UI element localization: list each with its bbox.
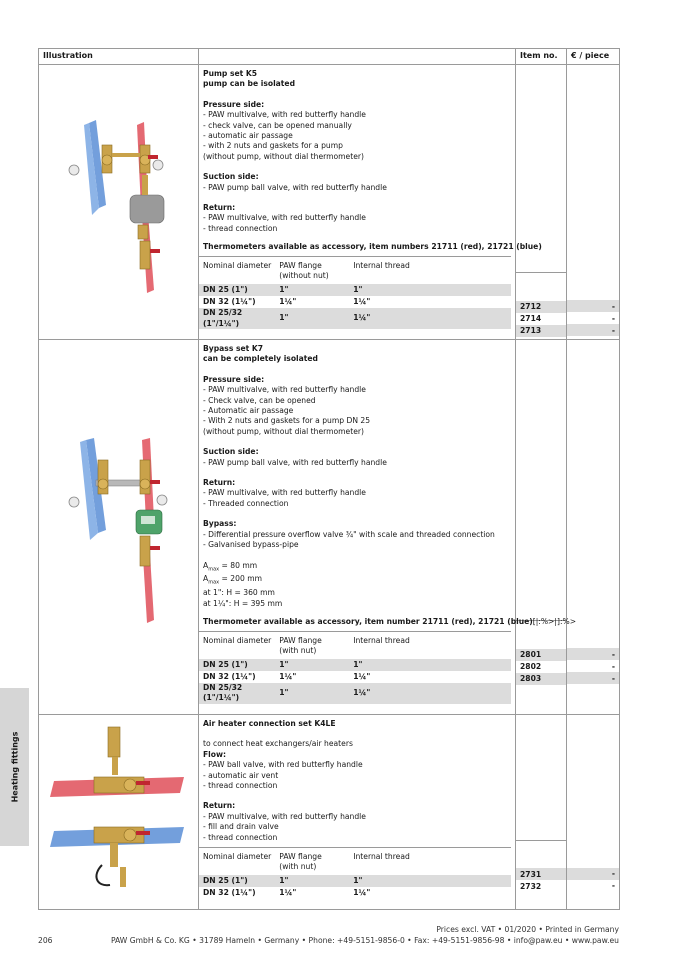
spec-line: - PAW multivalve, with red butterfly handle (203, 811, 366, 821)
col-internal-thread: Internal thread (349, 631, 511, 659)
item-number: 2714 (520, 314, 542, 323)
page-number: 206 (38, 936, 53, 945)
spec-line: - automatic air passage (203, 131, 293, 141)
spec-line: - PAW multivalve, with red butterfly handle (203, 385, 366, 395)
product-row-k7 (39, 340, 620, 715)
spec-line: - Galvanised bypass-pipe (203, 540, 299, 550)
section-heading: Return: (203, 478, 236, 488)
spec-line: - PAW multivalve, with red butterfly handle (203, 110, 366, 120)
col-flange-note: (with nut) (279, 862, 317, 872)
cell-dn: DN 25 (1") (199, 284, 275, 296)
item-numbers (516, 840, 566, 893)
section-heading: Bypass: (203, 519, 237, 529)
product-description-k4le (199, 714, 516, 909)
price-list-table (38, 48, 620, 910)
dimension-line: $A_{max} = 80$ mm (203, 560, 258, 573)
accessory-text: Thermometer available as accessory, item number 21711 (red), 21721 (blue) (203, 617, 533, 627)
product-illustration-k4le (39, 714, 199, 909)
col-flange-label: PAW flange (279, 851, 322, 861)
cell-flange: 1¼" (279, 671, 297, 681)
item-number: 2731 (520, 869, 542, 879)
spec-line: - thread connection (203, 832, 278, 842)
cell-thread: 1¼" (353, 888, 371, 898)
cell-dn: DN 25/32 (1"/1¼") (199, 308, 275, 329)
col-flange-note: (without nut) (279, 271, 329, 281)
accessory-tail: [|:%>|]:%> (532, 617, 577, 627)
product-intro: to connect heat exchangers/air heaters (203, 739, 353, 749)
variant-table (199, 631, 511, 714)
section-heading: Suction side: (203, 172, 259, 182)
spec-line: - thread connection (203, 780, 278, 790)
cell-thread: 1" (349, 659, 511, 671)
spec-line: (without pump, without dial thermometer) (203, 151, 364, 161)
footer-company-contact: PAW GmbH & Co. KG • 31789 Hameln • Germany • Phone: +49-5151-9856-0 • Fax: +49-5151-9856-98 • info@paw.eu • www.paw.eu (110, 936, 619, 945)
col-nominal-diameter: Nominal diameter (199, 631, 275, 659)
variant-table (199, 847, 511, 908)
item-number: 2802 (520, 662, 542, 671)
col-flange-label: PAW flange (279, 635, 322, 645)
dimension-line: at 1": H = 360 mm (203, 588, 275, 598)
cell-flange: 1" (275, 284, 349, 296)
cell-dn: DN 32 (1¼") (203, 296, 256, 306)
accessory-note (203, 617, 577, 627)
price-value: - (611, 313, 615, 323)
price-value: - (611, 881, 615, 891)
product-row-k4le (39, 714, 620, 909)
header-item-no: Item no. (516, 49, 567, 65)
product-title: Air heater connection set K4LE (203, 718, 336, 728)
item-numbers (516, 272, 566, 337)
spec-line: - PAW pump ball valve, with red butterfly handle (203, 182, 387, 192)
product-title: Pump set K5 (203, 69, 258, 78)
spec-line: - PAW multivalve, with red butterfly handle (203, 488, 366, 498)
price-value: - (611, 673, 615, 683)
price-cell-k4le (567, 714, 620, 909)
spec-line: - Threaded connection (203, 498, 289, 508)
col-internal-thread: Internal thread (349, 256, 511, 284)
spec-line: - PAW ball valve, with red butterfly handle (203, 760, 363, 770)
prices (567, 868, 619, 892)
product-subtitle: pump can be isolated (203, 79, 296, 89)
table-row (199, 284, 511, 296)
item-no-cell-k5 (516, 65, 567, 340)
item-number: 2713 (520, 326, 542, 335)
product-subtitle: can be completely isolated (203, 354, 318, 364)
section-heading: Pressure side: (203, 99, 265, 109)
footer-vat-note: Prices excl. VAT • 01/2020 • Printed in Germany (436, 925, 619, 934)
spec-line: - With 2 nuts and gaskets for a pump DN 25 (203, 416, 371, 426)
cell-flange: 1" (275, 659, 349, 671)
cell-dn: DN 32 (1¼") (203, 671, 256, 681)
prices (567, 300, 619, 336)
cell-dn: DN 25 (1") (199, 659, 275, 671)
item-number: 2801 (520, 650, 542, 659)
section-heading: Return: (203, 801, 236, 811)
prices (567, 648, 619, 684)
col-flange-label: PAW flange (279, 260, 322, 270)
item-number: 2712 (520, 302, 542, 311)
spec-line: - with 2 nuts and gaskets for a pump (203, 141, 343, 151)
price-cell-k7 (567, 340, 620, 715)
spec-line: - PAW multivalve, with red butterfly handle (203, 213, 366, 223)
price-value: - (611, 661, 615, 671)
cell-thread: 1¼" (353, 296, 371, 306)
cell-thread: 1¼" (349, 308, 511, 329)
pump-set-k5-illustration (44, 65, 194, 335)
item-no-cell-k4le (516, 714, 567, 909)
col-flange (275, 256, 349, 284)
section-heading: Suction side: (203, 447, 259, 457)
cell-thread: 1" (349, 875, 511, 887)
section-side-tab[interactable] (0, 688, 29, 846)
col-nominal-diameter: Nominal diameter (199, 256, 275, 284)
item-numbers (516, 620, 566, 685)
header-description (199, 49, 516, 65)
cell-dn: DN 25/32 (1"/1¼") (199, 683, 275, 704)
header-illustration: Illustration (39, 49, 199, 65)
table-row (199, 308, 511, 329)
table-row (199, 296, 511, 308)
table-row (199, 683, 511, 704)
spec-line: - fill and drain valve (203, 822, 279, 832)
spec-line: - Check valve, can be opened (203, 395, 316, 405)
item-no-cell-k7 (516, 340, 567, 715)
section-heading: Pressure side: (203, 374, 265, 384)
bypass-set-k7-illustration (44, 340, 194, 700)
item-number: 2732 (520, 881, 542, 891)
dimension-line: $A_{max} = 200$ mm (203, 574, 263, 586)
cell-flange: 1¼" (279, 888, 297, 898)
col-flange (275, 631, 349, 659)
product-illustration-k7 (39, 340, 199, 715)
side-tab-label: Heating fittings (10, 731, 19, 803)
col-internal-thread: Internal thread (349, 847, 511, 875)
col-nominal-diameter: Nominal diameter (199, 847, 275, 875)
spec-line: - automatic air vent (203, 770, 279, 780)
cell-flange: 1¼" (279, 296, 297, 306)
cell-thread: 1¼" (353, 671, 371, 681)
product-illustration-k5 (39, 65, 199, 340)
spec-line: - check valve, can be opened manually (203, 120, 352, 130)
price-value: - (611, 869, 615, 879)
accessory-note: Thermometers available as accessory, item numbers 21711 (red), 21721 (blue) (203, 242, 542, 252)
table-row (199, 887, 511, 899)
section-heading: Flow: (203, 749, 227, 759)
dimension-line: at 1¼": H = 395 mm (203, 598, 283, 608)
item-number: 2803 (520, 674, 542, 683)
table-row (199, 875, 511, 887)
table-row (199, 671, 511, 683)
variant-table (199, 256, 511, 339)
section-heading: Return: (203, 203, 236, 213)
spec-line: - Differential pressure overflow valve ¾" with scale and threaded connection (203, 529, 495, 539)
cell-flange: 1" (275, 683, 349, 704)
price-value: - (611, 649, 615, 659)
product-row-k5 (39, 65, 620, 340)
cell-thread: 1¼" (349, 683, 511, 704)
col-flange-note: (with nut) (279, 645, 317, 655)
cell-thread: 1" (349, 284, 511, 296)
spec-line: - PAW pump ball valve, with red butterfly handle (203, 457, 387, 467)
cell-dn: DN 32 (1¼") (203, 888, 256, 898)
spec-line: - thread connection (203, 223, 278, 233)
price-cell-k5 (567, 65, 620, 340)
header-price: € / piece (567, 49, 620, 65)
cell-flange: 1" (275, 875, 349, 887)
col-flange (275, 847, 349, 875)
cell-flange: 1" (275, 308, 349, 329)
spec-line: - Automatic air passage (203, 406, 294, 416)
table-row (199, 659, 511, 671)
cell-dn: DN 25 (1") (199, 875, 275, 887)
spec-line: (without pump, without dial thermometer) (203, 426, 364, 436)
price-value: - (611, 301, 615, 311)
price-value: - (611, 325, 615, 335)
air-heater-set-illustration (44, 715, 194, 905)
product-title: Bypass set K7 (203, 344, 264, 353)
